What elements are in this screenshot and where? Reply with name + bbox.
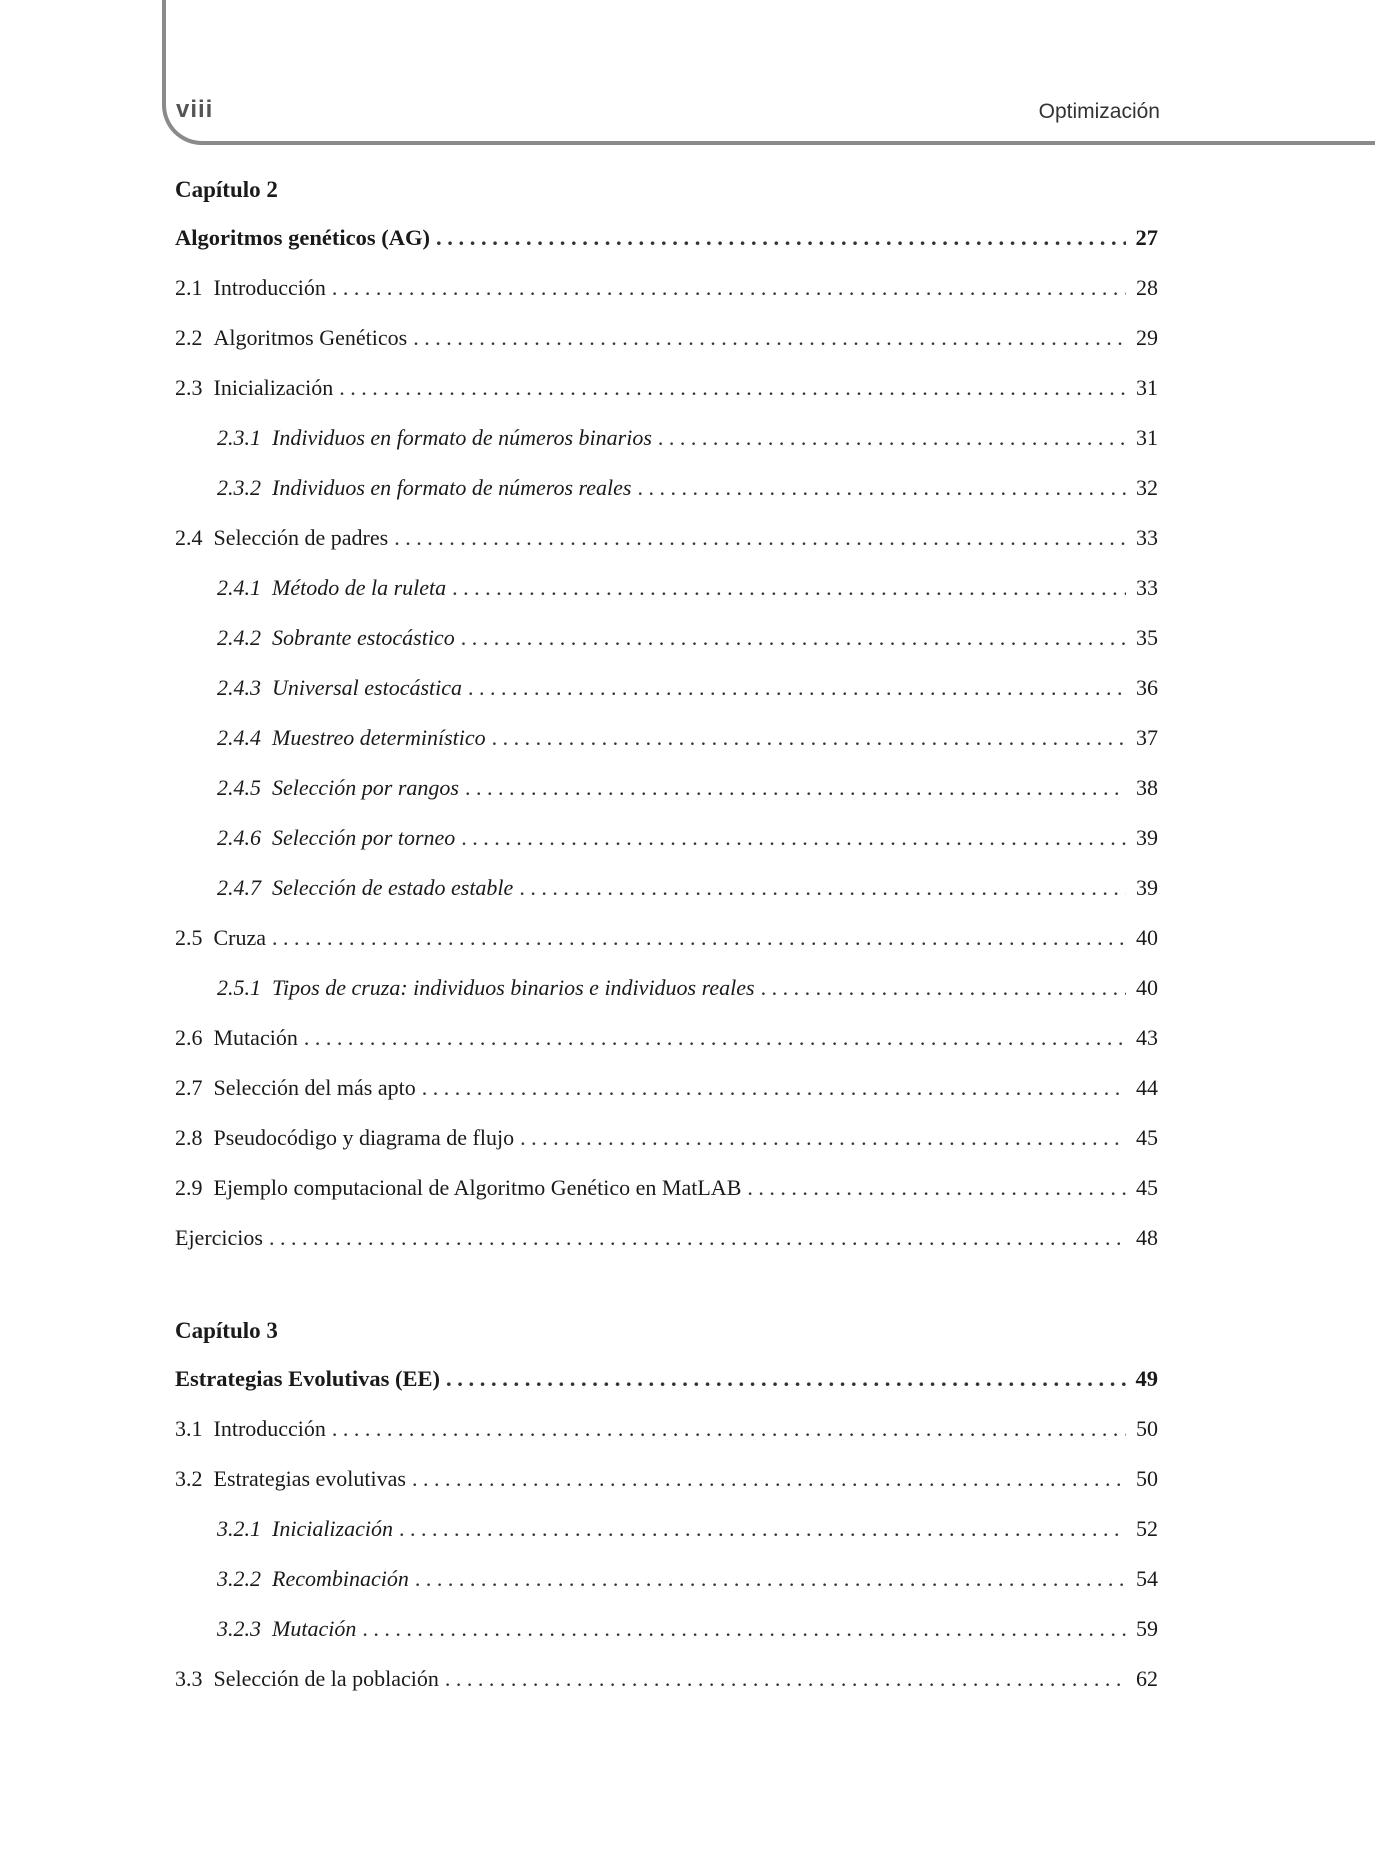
toc-entry-number: 2.9: [175, 1175, 214, 1200]
toc-section-entry[interactable]: [175, 1173, 1158, 1203]
toc-subsection-entry[interactable]: [217, 1564, 1158, 1594]
toc-entry-page: 33: [1136, 575, 1158, 600]
toc-entry-title: Inicialización: [213, 375, 334, 400]
toc-subsection-entry[interactable]: [217, 973, 1158, 1003]
toc-entry-title: Mutación: [213, 1025, 298, 1050]
page-header-frame: [162, 0, 1375, 145]
toc-subsection-entry[interactable]: [217, 673, 1158, 703]
toc-entry-page: 27: [1135, 225, 1158, 250]
toc-entry-page: 38: [1136, 775, 1158, 800]
dot-leader: [461, 623, 1126, 653]
running-head: Optimización: [1038, 100, 1160, 123]
toc-entry-page: 39: [1136, 875, 1158, 900]
toc-entry-number: 2.7: [175, 1075, 214, 1100]
dot-leader: [399, 1514, 1126, 1544]
toc-entry-number: 3.2.3: [217, 1616, 272, 1641]
toc-entry-page: 49: [1135, 1366, 1158, 1391]
toc-entry-page: 33: [1136, 525, 1158, 550]
dot-leader: [452, 573, 1126, 603]
dot-leader: [412, 1464, 1126, 1494]
toc-subsection-entry[interactable]: [217, 1514, 1158, 1544]
toc-entry-page: 48: [1136, 1225, 1158, 1250]
toc-entry-title: Estrategias evolutivas: [213, 1466, 406, 1491]
toc-section-entry[interactable]: [175, 1414, 1158, 1444]
toc-entry-title: Algoritmos Genéticos: [213, 325, 408, 350]
toc-entry-page: 52: [1136, 1516, 1158, 1541]
toc-entry-number: 2.4.6: [217, 825, 272, 850]
toc-entry-page: 40: [1136, 975, 1158, 1000]
toc-entry-page: 45: [1136, 1125, 1158, 1150]
dot-leader: [465, 773, 1126, 803]
toc-entry-number: 3.1: [175, 1416, 214, 1441]
dot-leader: [422, 1073, 1126, 1103]
toc-entry-page: 43: [1136, 1025, 1158, 1050]
dot-leader: [332, 273, 1126, 303]
toc-subsection-entry[interactable]: [217, 823, 1158, 853]
toc-entry-title: Estrategias Evolutivas (EE): [175, 1366, 441, 1391]
toc-entry-number: 2.4.2: [217, 625, 272, 650]
page-folio: viii: [176, 96, 214, 123]
toc-entry-number: 2.4.1: [217, 575, 272, 600]
toc-section-entry[interactable]: [175, 1464, 1158, 1494]
toc-entry-number: 2.3.2: [217, 475, 272, 500]
toc-entry-title: Pseudocódigo y diagrama de flujo: [213, 1125, 515, 1150]
toc-entry-page: 39: [1136, 825, 1158, 850]
toc-entry-number: 3.3: [175, 1666, 214, 1691]
toc-entry-title: Cruza: [213, 925, 267, 950]
toc-entry-title: Universal estocástica: [272, 675, 463, 700]
dot-leader: [638, 473, 1127, 503]
dot-leader: [413, 323, 1126, 353]
dot-leader: [415, 1564, 1126, 1594]
toc-entry-page: 44: [1136, 1075, 1158, 1100]
toc-entry-number: 2.4: [175, 525, 214, 550]
toc-section-entry[interactable]: [175, 923, 1158, 953]
dot-leader: [272, 923, 1126, 953]
dot-leader: [492, 723, 1126, 753]
toc-entry-title: Introducción: [213, 275, 326, 300]
dot-leader: [436, 223, 1126, 253]
toc-entry-page: 32: [1136, 475, 1158, 500]
toc-entry-number: 2.4.7: [217, 875, 272, 900]
toc-entry-title: Selección por torneo: [272, 825, 456, 850]
dot-leader: [519, 873, 1126, 903]
toc-entry-number: 3.2.2: [217, 1566, 272, 1591]
toc-entry-title: Tipos de cruza: individuos binarios e individuos reales: [272, 975, 755, 1000]
toc-entry-page: 50: [1136, 1466, 1158, 1491]
toc-section-entry[interactable]: [175, 1073, 1158, 1103]
toc-subsection-entry[interactable]: [217, 573, 1158, 603]
dot-leader: [658, 423, 1126, 453]
toc-subsection-entry[interactable]: [217, 773, 1158, 803]
toc-entry-page: 35: [1136, 625, 1158, 650]
dot-leader: [304, 1023, 1126, 1053]
toc-entry-page: 40: [1136, 925, 1158, 950]
dot-leader: [747, 1173, 1126, 1203]
toc-entry-number: 2.1: [175, 275, 214, 300]
toc-entry-title: Recombinación: [272, 1566, 409, 1591]
toc-entry-number: 2.5.1: [217, 975, 272, 1000]
toc-entry-title: Selección de la población: [213, 1666, 439, 1691]
toc-subsection-entry[interactable]: [217, 723, 1158, 753]
dot-leader: [269, 1223, 1126, 1253]
toc-entry-title: Individuos en formato de números binarios: [272, 425, 652, 450]
dot-leader: [394, 523, 1126, 553]
toc-entry-page: 37: [1136, 725, 1158, 750]
chapter-title-entry[interactable]: [175, 1364, 1158, 1394]
toc-section-entry[interactable]: [175, 523, 1158, 553]
chapter-label: Capítulo 2: [175, 177, 278, 202]
toc-subsection-entry[interactable]: [217, 873, 1158, 903]
toc-section-entry[interactable]: [175, 273, 1158, 303]
chapter-label: Capítulo 3: [175, 1318, 278, 1343]
toc-entry-number: 2.4.4: [217, 725, 272, 750]
toc-entry-page: 36: [1136, 675, 1158, 700]
toc-entry-page: 59: [1136, 1616, 1158, 1641]
toc-entry-title: Ejemplo computacional de Algoritmo Genético en MatLAB: [213, 1175, 742, 1200]
toc-entry-title: Introducción: [213, 1416, 326, 1441]
toc-entry-title: Individuos en formato de números reales: [272, 475, 632, 500]
chapter-title-entry[interactable]: [175, 223, 1158, 253]
dot-leader: [362, 1614, 1126, 1644]
toc-entry-page: 29: [1136, 325, 1158, 350]
toc-subsection-entry[interactable]: [217, 1614, 1158, 1644]
toc-section-entry[interactable]: [175, 1664, 1158, 1694]
toc-entry-title: Mutación: [272, 1616, 357, 1641]
toc-entry-title: Algoritmos genéticos (AG): [175, 225, 430, 250]
toc-entry-number: 2.3.1: [217, 425, 272, 450]
dot-leader: [332, 1414, 1126, 1444]
toc-entry-page: 28: [1136, 275, 1158, 300]
toc-entry-title: Sobrante estocástico: [272, 625, 455, 650]
toc-entry-title: Método de la ruleta: [272, 575, 447, 600]
toc-entry-number: 2.4.3: [217, 675, 272, 700]
toc-section-entry[interactable]: [175, 373, 1158, 403]
toc-entry-page: 31: [1136, 375, 1158, 400]
toc-entry-number: 2.4.5: [217, 775, 272, 800]
toc-entry-page: 54: [1136, 1566, 1158, 1591]
toc-section-entry[interactable]: [175, 323, 1158, 353]
toc-entry-number: 2.2: [175, 325, 214, 350]
toc-entry-title: Inicialización: [272, 1516, 393, 1541]
toc-subsection-entry[interactable]: [217, 473, 1158, 503]
toc-entry-page: 45: [1136, 1175, 1158, 1200]
dot-leader: [461, 823, 1126, 853]
toc-entry-number: 3.2.1: [217, 1516, 272, 1541]
dot-leader: [339, 373, 1126, 403]
dot-leader: [468, 673, 1126, 703]
toc-entry-title: Selección del más apto: [213, 1075, 416, 1100]
toc-entry-page: 62: [1136, 1666, 1158, 1691]
toc-entry-number: 3.2: [175, 1466, 214, 1491]
toc-entry-number: 2.6: [175, 1025, 214, 1050]
toc-entry-title: Ejercicios: [175, 1225, 263, 1250]
toc-entry-title: Selección de padres: [213, 525, 389, 550]
toc-subsection-entry[interactable]: [217, 623, 1158, 653]
toc-section-entry[interactable]: [175, 1023, 1158, 1053]
toc-entry-title: Selección por rangos: [272, 775, 459, 800]
toc-entry-title: Muestreo determinístico: [272, 725, 486, 750]
dot-leader: [520, 1123, 1126, 1153]
dot-leader: [446, 1364, 1126, 1394]
toc-entry-number: 2.3: [175, 375, 214, 400]
toc-entry-page: 50: [1136, 1416, 1158, 1441]
toc-section-entry[interactable]: [175, 1223, 1158, 1253]
toc-section-entry[interactable]: [175, 1123, 1158, 1153]
toc-subsection-entry[interactable]: [217, 423, 1158, 453]
toc-entry-number: 2.8: [175, 1125, 214, 1150]
toc-entry-title: Selección de estado estable: [272, 875, 514, 900]
dot-leader: [445, 1664, 1126, 1694]
toc-entry-number: 2.5: [175, 925, 214, 950]
dot-leader: [761, 973, 1126, 1003]
toc-entry-page: 31: [1136, 425, 1158, 450]
